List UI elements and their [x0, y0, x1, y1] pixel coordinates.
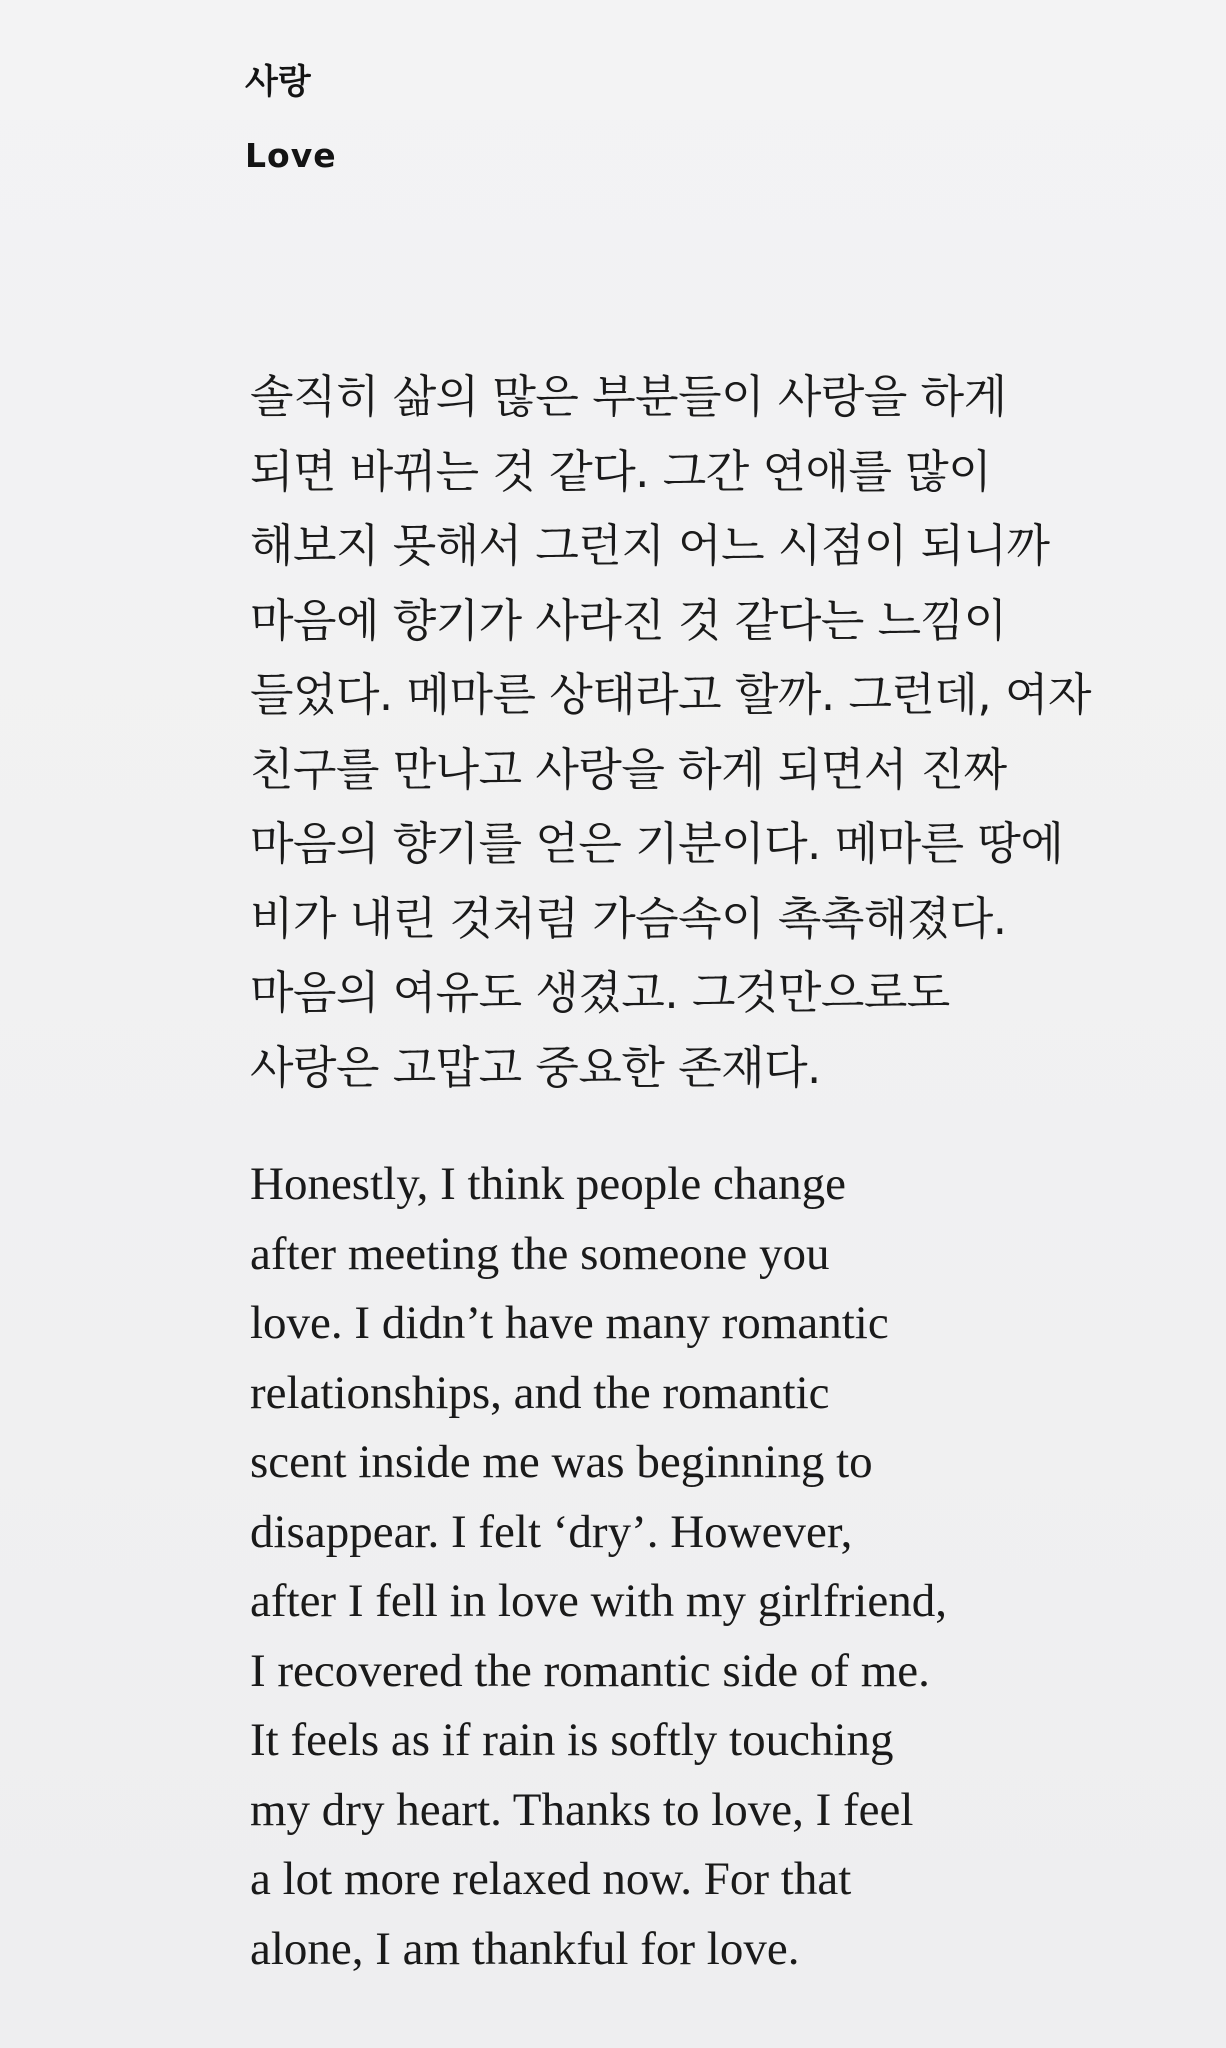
- english-line: disappear. I felt ‘dry’. However,: [250, 1505, 853, 1558]
- english-line: alone, I am thankful for love.: [250, 1922, 800, 1975]
- korean-line: 해보지 못해서 그런지 어느 시점이 되니까: [250, 519, 1050, 572]
- korean-line: 마음에 향기가 사라진 것 같다는 느낌이: [250, 593, 1007, 647]
- english-line: I recovered the romantic side of me.: [250, 1644, 930, 1697]
- english-line: love. I didn’t have many romantic: [250, 1297, 889, 1349]
- english-line: after I fell in love with my girlfriend,: [250, 1575, 947, 1627]
- title-english: Love: [245, 136, 337, 175]
- english-line: scent inside me was beginning to: [250, 1436, 873, 1488]
- korean-line: 친구를 만나고 사랑을 하게 되면서 진짜: [250, 742, 1007, 796]
- english-line: after meeting the someone you: [250, 1227, 830, 1280]
- korean-line: 마음의 여유도 생겼고. 그것만으로도: [250, 966, 950, 1019]
- korean-paragraph: [250, 360, 1150, 1105]
- english-paragraph: [250, 1150, 1150, 1984]
- english-line: relationships, and the romantic: [250, 1366, 830, 1419]
- korean-line: 사랑은 고맙고 중요한 존재다.: [250, 1040, 821, 1094]
- english-line: my dry heart. Thanks to love, I feel: [250, 1783, 914, 1836]
- english-line: Honestly, I think people change: [250, 1158, 847, 1210]
- korean-line: 마음의 향기를 얻은 기분이다. 메마른 땅에: [250, 817, 1064, 870]
- korean-line: 솔직히 삶의 많은 부분들이 사랑을 하게: [250, 370, 1007, 423]
- korean-line: 되면 바뀌는 것 같다. 그간 연애를 많이: [250, 444, 992, 498]
- title-korean: 사랑: [245, 62, 311, 102]
- korean-line: 비가 내린 것처럼 가슴속이 촉촉해졌다.: [250, 891, 1007, 945]
- english-line: a lot more relaxed now. For that: [250, 1853, 852, 1905]
- english-line: It feels as if rain is softly touching: [250, 1714, 894, 1766]
- korean-line: 들었다. 메마른 상태라고 할까. 그런데, 여자: [250, 668, 1091, 721]
